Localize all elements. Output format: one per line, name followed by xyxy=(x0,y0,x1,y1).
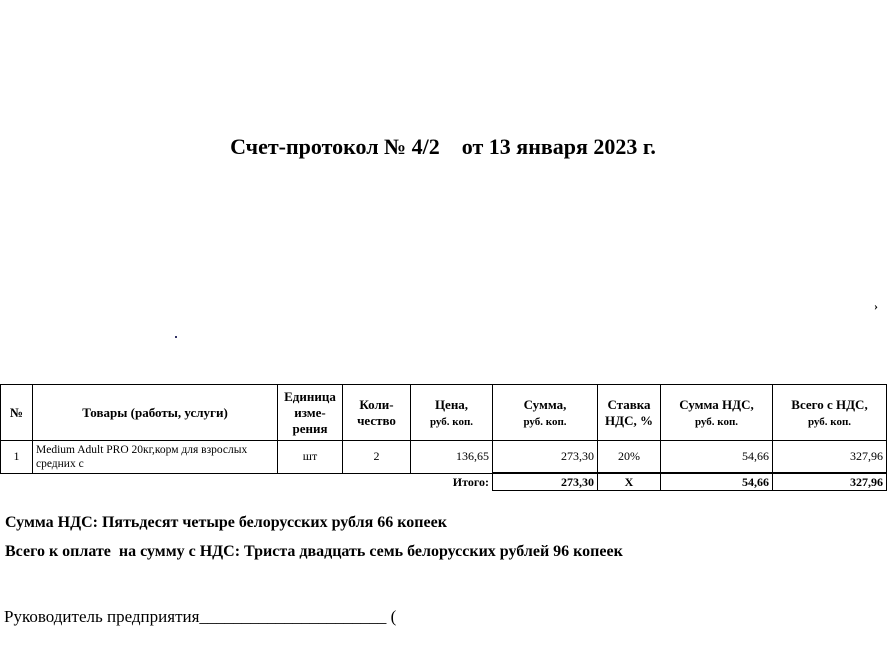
cell-sum: 273,30 xyxy=(493,441,598,474)
header-rate: Ставка НДС, % xyxy=(598,385,661,441)
totals-total: 327,96 xyxy=(773,473,887,491)
cell-no: 1 xyxy=(1,441,33,474)
header-goods: Товары (работы, услуги) xyxy=(33,385,278,441)
cell-goods: Medium Adult PRO 20кг,корм для взрослых средних с xyxy=(33,441,278,474)
document-title: Счет-протокол № 4/2 от 13 января 2023 г. xyxy=(230,134,656,159)
vat-in-words: Сумма НДС: Пятьдесят четыре белорусских рубля 66 копеек xyxy=(5,514,447,531)
total-in-words: Всего к оплате на сумму с НДС: Триста двадцать семь белорусских рублей 96 копеек xyxy=(5,543,623,560)
header-price: Цена, руб. коп. xyxy=(411,385,493,441)
header-total: Всего с НДС, руб. коп. xyxy=(773,385,887,441)
side-mark: › xyxy=(874,299,878,313)
header-vat: Сумма НДС, руб. коп. xyxy=(661,385,773,441)
totals-row xyxy=(1,473,887,491)
header-sum: Сумма, руб. коп. xyxy=(493,385,598,441)
totals-label: Итого: xyxy=(452,474,489,489)
cell-rate: 20% xyxy=(598,441,661,474)
totals-sum: 273,30 xyxy=(493,473,598,491)
header-unit: Единица изме-рения xyxy=(278,385,343,441)
invoice-table xyxy=(0,384,887,491)
header-qty: Коли-чество xyxy=(343,385,411,441)
cell-unit: шт xyxy=(278,441,343,474)
table-header xyxy=(1,385,887,441)
totals-vat: 54,66 xyxy=(661,473,773,491)
header-no: № xyxy=(1,385,33,441)
cell-price: 136,65 xyxy=(411,441,493,474)
cell-vat: 54,66 xyxy=(661,441,773,474)
cell-qty: 2 xyxy=(343,441,411,474)
totals-rate: X xyxy=(598,473,661,491)
signature-line: Руководитель предприятия______________________ ( xyxy=(4,607,397,626)
table-row xyxy=(1,441,887,474)
cell-total: 327,96 xyxy=(773,441,887,474)
stray-dot xyxy=(175,336,177,338)
